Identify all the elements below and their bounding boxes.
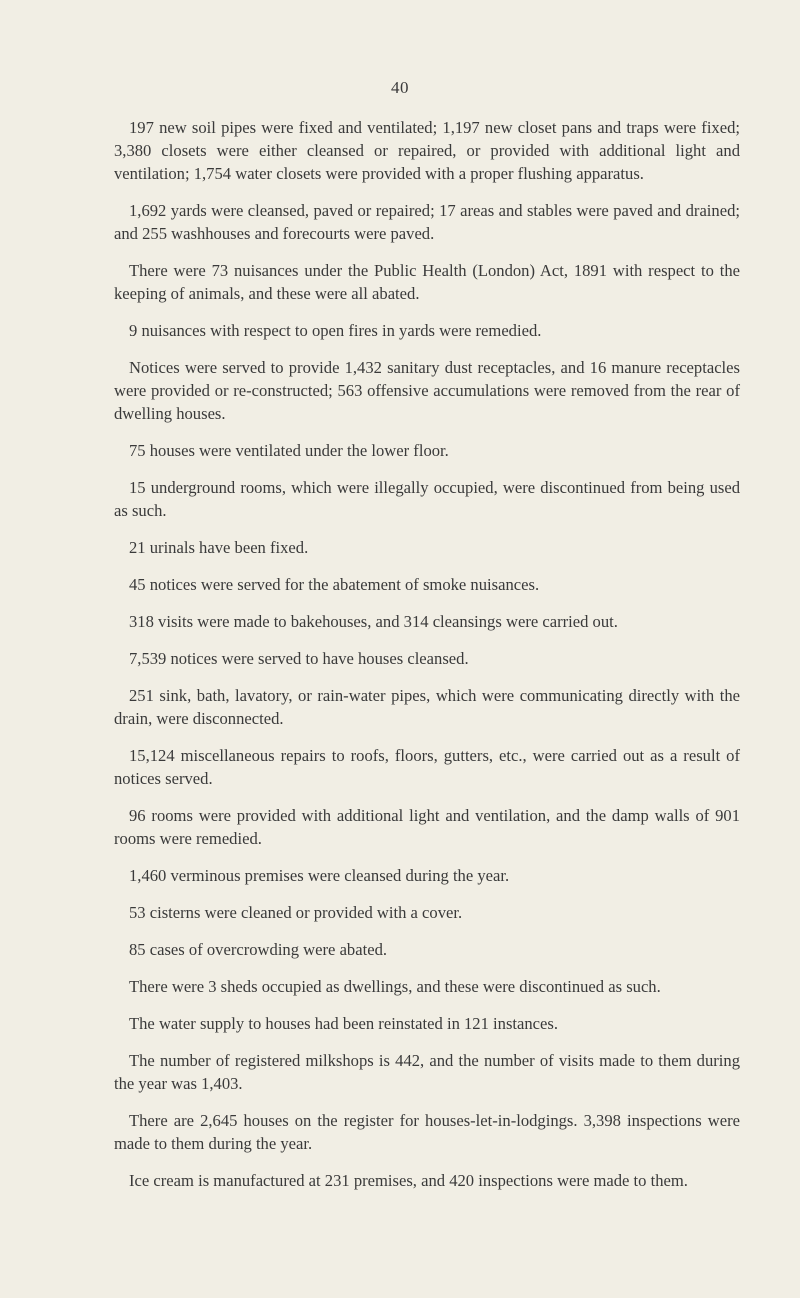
paragraph-cisterns: 53 cisterns were cleaned or provided with a cover. (129, 903, 463, 922)
paragraph-open-fires: 9 nuisances with respect to open fires in yards were remedied. (129, 321, 542, 340)
page-number: 40 (391, 78, 409, 97)
paragraph-animal-nuisances: There were 73 nuisances under the Public Health (London) Act, 1891 with respect to the keeping of animals, and these were all abated. (114, 261, 740, 303)
paragraph-urinals: 21 urinals have been fixed. (129, 538, 309, 557)
paragraph-lodgings: There are 2,645 houses on the register for houses-let-in-lodgings. 3,398 inspections were made to them during the year. (114, 1111, 740, 1153)
paragraph-disconnected-pipes: 251 sink, bath, lavatory, or rain-water pipes, which were communicating directly with the drain, were disconnected. (114, 686, 740, 728)
paragraph-miscellaneous-repairs: 15,124 miscellaneous repairs to roofs, floors, gutters, etc., were carried out as a result of notices served. (114, 746, 740, 788)
paragraph-bakehouses: 318 visits were made to bakehouses, and 314 cleansings were carried out. (129, 612, 618, 631)
paragraph-smoke-nuisances: 45 notices were served for the abatement of smoke nuisances. (129, 575, 540, 594)
paragraph-rooms-light: 96 rooms were provided with additional light and ventilation, and the damp walls of 901 rooms were remedied. (114, 806, 740, 848)
paragraph-dust-receptacles: Notices were served to provide 1,432 sanitary dust receptacles, and 16 manure receptacles were provided or re-constructed; 563 offensive accumulations were removed from the rear of dwelling houses. (114, 358, 740, 423)
paragraph-milkshops: The number of registered milkshops is 442, and the number of visits made to them during the year was 1,403. (114, 1051, 740, 1093)
paragraph-verminous-premises: 1,460 verminous premises were cleansed during the year. (129, 866, 510, 885)
paragraph-ventilated-houses: 75 houses were ventilated under the lower floor. (129, 441, 449, 460)
paragraph-sheds: There were 3 sheds occupied as dwellings, and these were discontinued as such. (129, 977, 661, 996)
paragraph-water-supply: The water supply to houses had been reinstated in 121 instances. (129, 1014, 559, 1033)
paragraph-underground-rooms: 15 underground rooms, which were illegally occupied, were discontinued from being used as such. (114, 478, 740, 520)
paragraph-soil-pipes: 197 new soil pipes were fixed and ventilated; 1,197 new closet pans and traps were fixed; 3,380 closets were either cleansed or repaired, or provided with additional light and ventilation; 1,754 water closets were provided with a proper flushing apparatus. (114, 118, 740, 183)
paragraph-overcrowding: 85 cases of overcrowding were abated. (129, 940, 388, 959)
paragraph-ice-cream: Ice cream is manufactured at 231 premises, and 420 inspections were made to them. (129, 1171, 688, 1190)
body-text (114, 116, 740, 1206)
paragraph-houses-cleansed: 7,539 notices were served to have houses cleansed. (129, 649, 469, 668)
paragraph-yards: 1,692 yards were cleansed, paved or repaired; 17 areas and stables were paved and drained; and 255 washhouses and forecourts were paved. (114, 201, 740, 243)
